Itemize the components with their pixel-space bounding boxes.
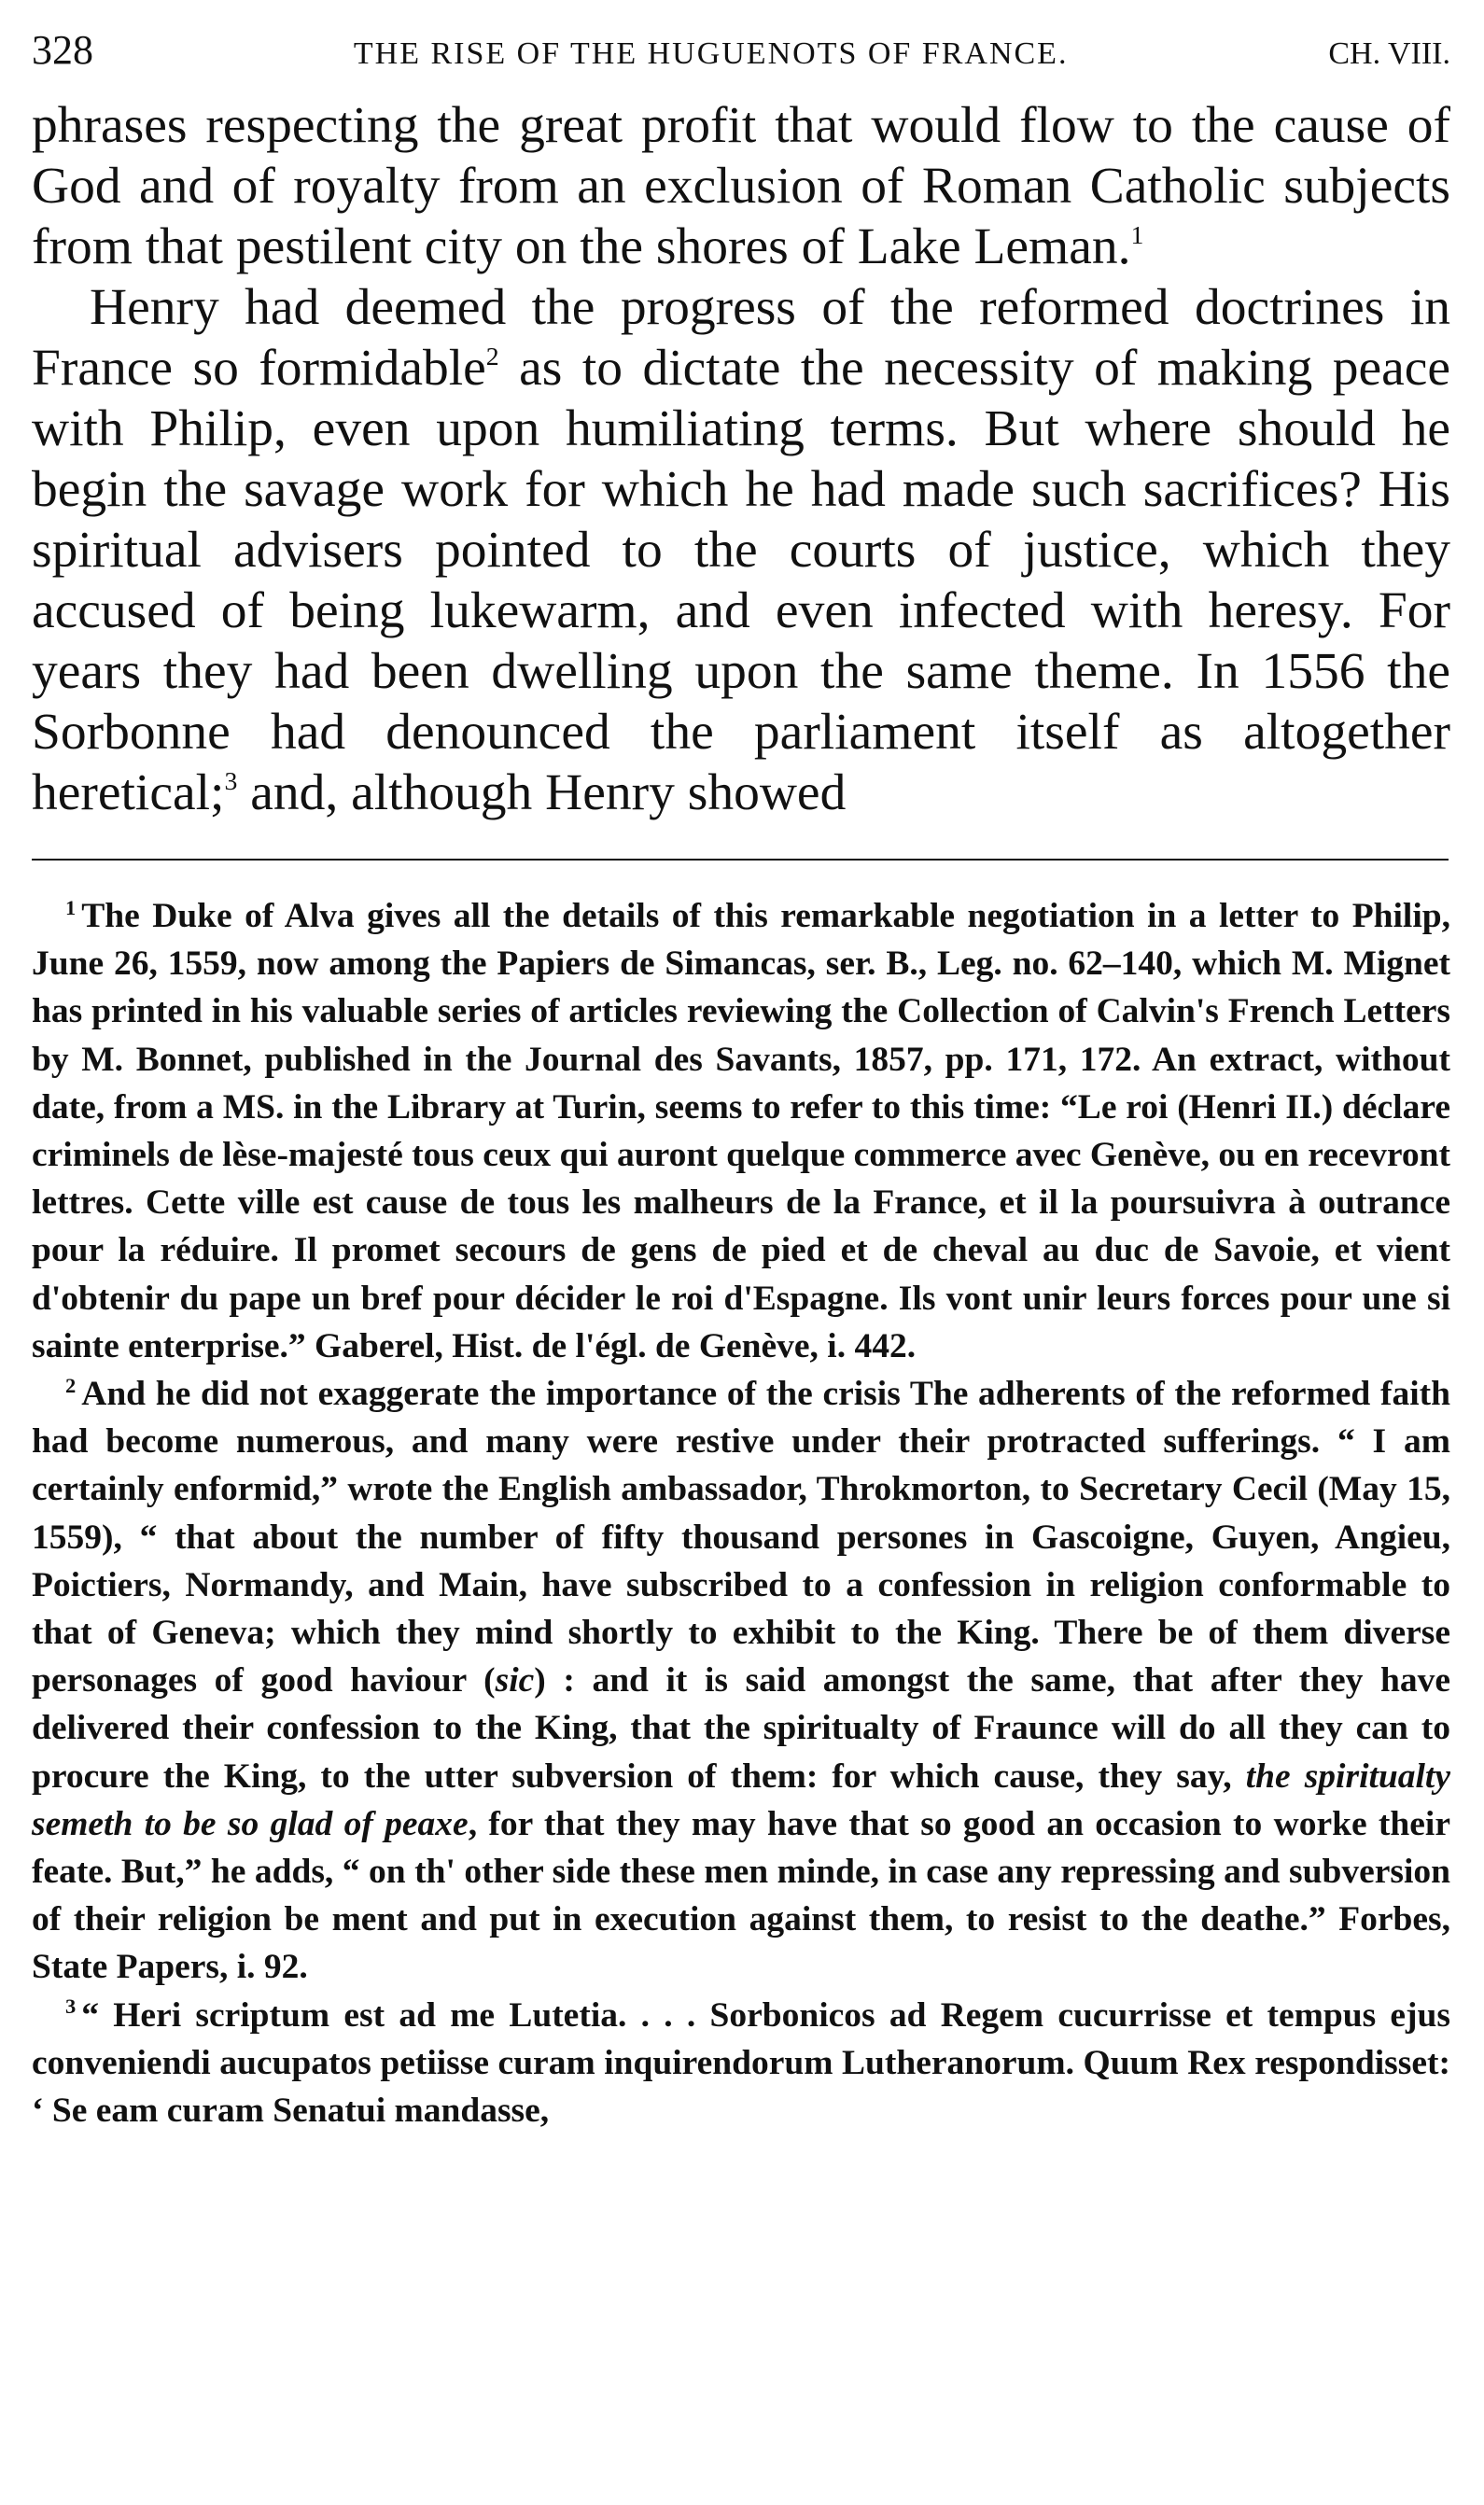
footnote-3: $^3$ “ Heri scriptum est ad me Lutetia. . . . Sorbonicos ad Regem cucurrisse et tempus ejus conveniendi aucupatos petiisse curam inquirendorum Lutheranorum. Quum Rex respondisset: ‘ Se eam curam Senatui mandasse, xyxy=(32,1994,1450,2131)
footnote-ref-3: 3 xyxy=(224,767,238,797)
footnotes xyxy=(32,892,1450,2134)
footnote-divider xyxy=(32,859,1449,861)
chapter-label: CH. VIII. xyxy=(1328,36,1450,71)
footnote-1: $^1$ The Duke of Alva gives all the details of this remarkable negotiation in a letter to Philip, June 26, 1559, now among the Papiers de Simancas, ser. B., Leg. no. 62–140, which M. Mignet has printed in his valuable series of articles reviewing the Collection of Calvin's French Letters by M. Bonnet, published in the Journal des Savants, 1857, pp. 171, 172. An extract, without date, from a MS. in the Library at Turin, seems to refer to this time: “Le roi (Henri II.) déclare criminels de lèse-majesté tous ceux qui auront quelque commerce avec Genève, ou en recevront lettres. Cette ville est cause de tous les malheurs de la France, et il la poursuivra à outrance pour la réduire. Il promet secours de gens de pied et de cheval au duc de Savoie, et vient d'obtenir du pape un bref pour décider le roi d'Espagne. Ils vont unir leurs forces pour une si sainte enterprise.” Gaberel, Hist. de l'égl. de Genève, i. 442. xyxy=(32,895,1450,1365)
footnote-2: $^2$ And he did not exaggerate the importance of the crisis The adherents of the reformed faith had become numerous, and many were restive under their protracted sufferings. “ I am certainly enformid,” wrote the English ambassador, Throkmorton, to Secretary Cecil (May 15, 1559), “ that about the number of fifty thousand persones in Gascoigne, Guyen, Angieu, Poictiers, Normandy, and Main, have subscribed to a confession in religion conformable to that of Geneva; which they mind shortly to exhibit to the King. There be of them diverse personages of good haviour (sic) : and it is said amongst the same, that after they have delivered their confession to the King, that the spiritualty of Fraunce will do all they can to procure the King, to the utter subversion of them: for which cause, they say, the spiritualty semeth to be so glad of peaxe, for that they may have that so good an occasion to worke their feate. But,” he adds, “ on th' other side these men minde, in case any repressing and subversion of their religion be ment and put in execution against them, to resist to the deathe.” Forbes, State Papers, i. 92. xyxy=(32,1373,1450,1987)
footnote-ref-1: 1 xyxy=(1130,221,1144,251)
running-title: THE RISE OF THE HUGUENOTS OF FRANCE. xyxy=(353,36,1069,71)
main-text xyxy=(32,95,1450,823)
paragraph-1: phrases respecting the great profit that would flow to the cause of God and of royalty from an exclusion of Roman Catholic subjects from that pestilent city on the shores of Lake Leman.$^1$ xyxy=(32,97,1450,275)
footnote-3-marker: 3 xyxy=(65,1994,77,2019)
paragraph-2: Henry had deemed the progress of the reformed doctrines in France so formidable$^2$ as to dictate the necessity of making peace with Philip, even upon humiliating terms. But where should he begin the savage work for which he had made such sacrifices? His spiritual advisers pointed to the courts of justice, which they accused of being lukewarm, and even infected with heresy. For years they had been dwelling upon the same theme. In 1556 the Sorbonne had denounced the parliament itself as altogether heretical;$^3$ and, although Henry showed xyxy=(32,279,1450,821)
footnote-2-marker: 2 xyxy=(65,1373,77,1397)
page-number: 328 xyxy=(32,27,93,73)
footnote-ref-2: 2 xyxy=(485,343,499,372)
running-head xyxy=(32,26,1450,82)
footnote-1-marker: 1 xyxy=(65,895,77,919)
